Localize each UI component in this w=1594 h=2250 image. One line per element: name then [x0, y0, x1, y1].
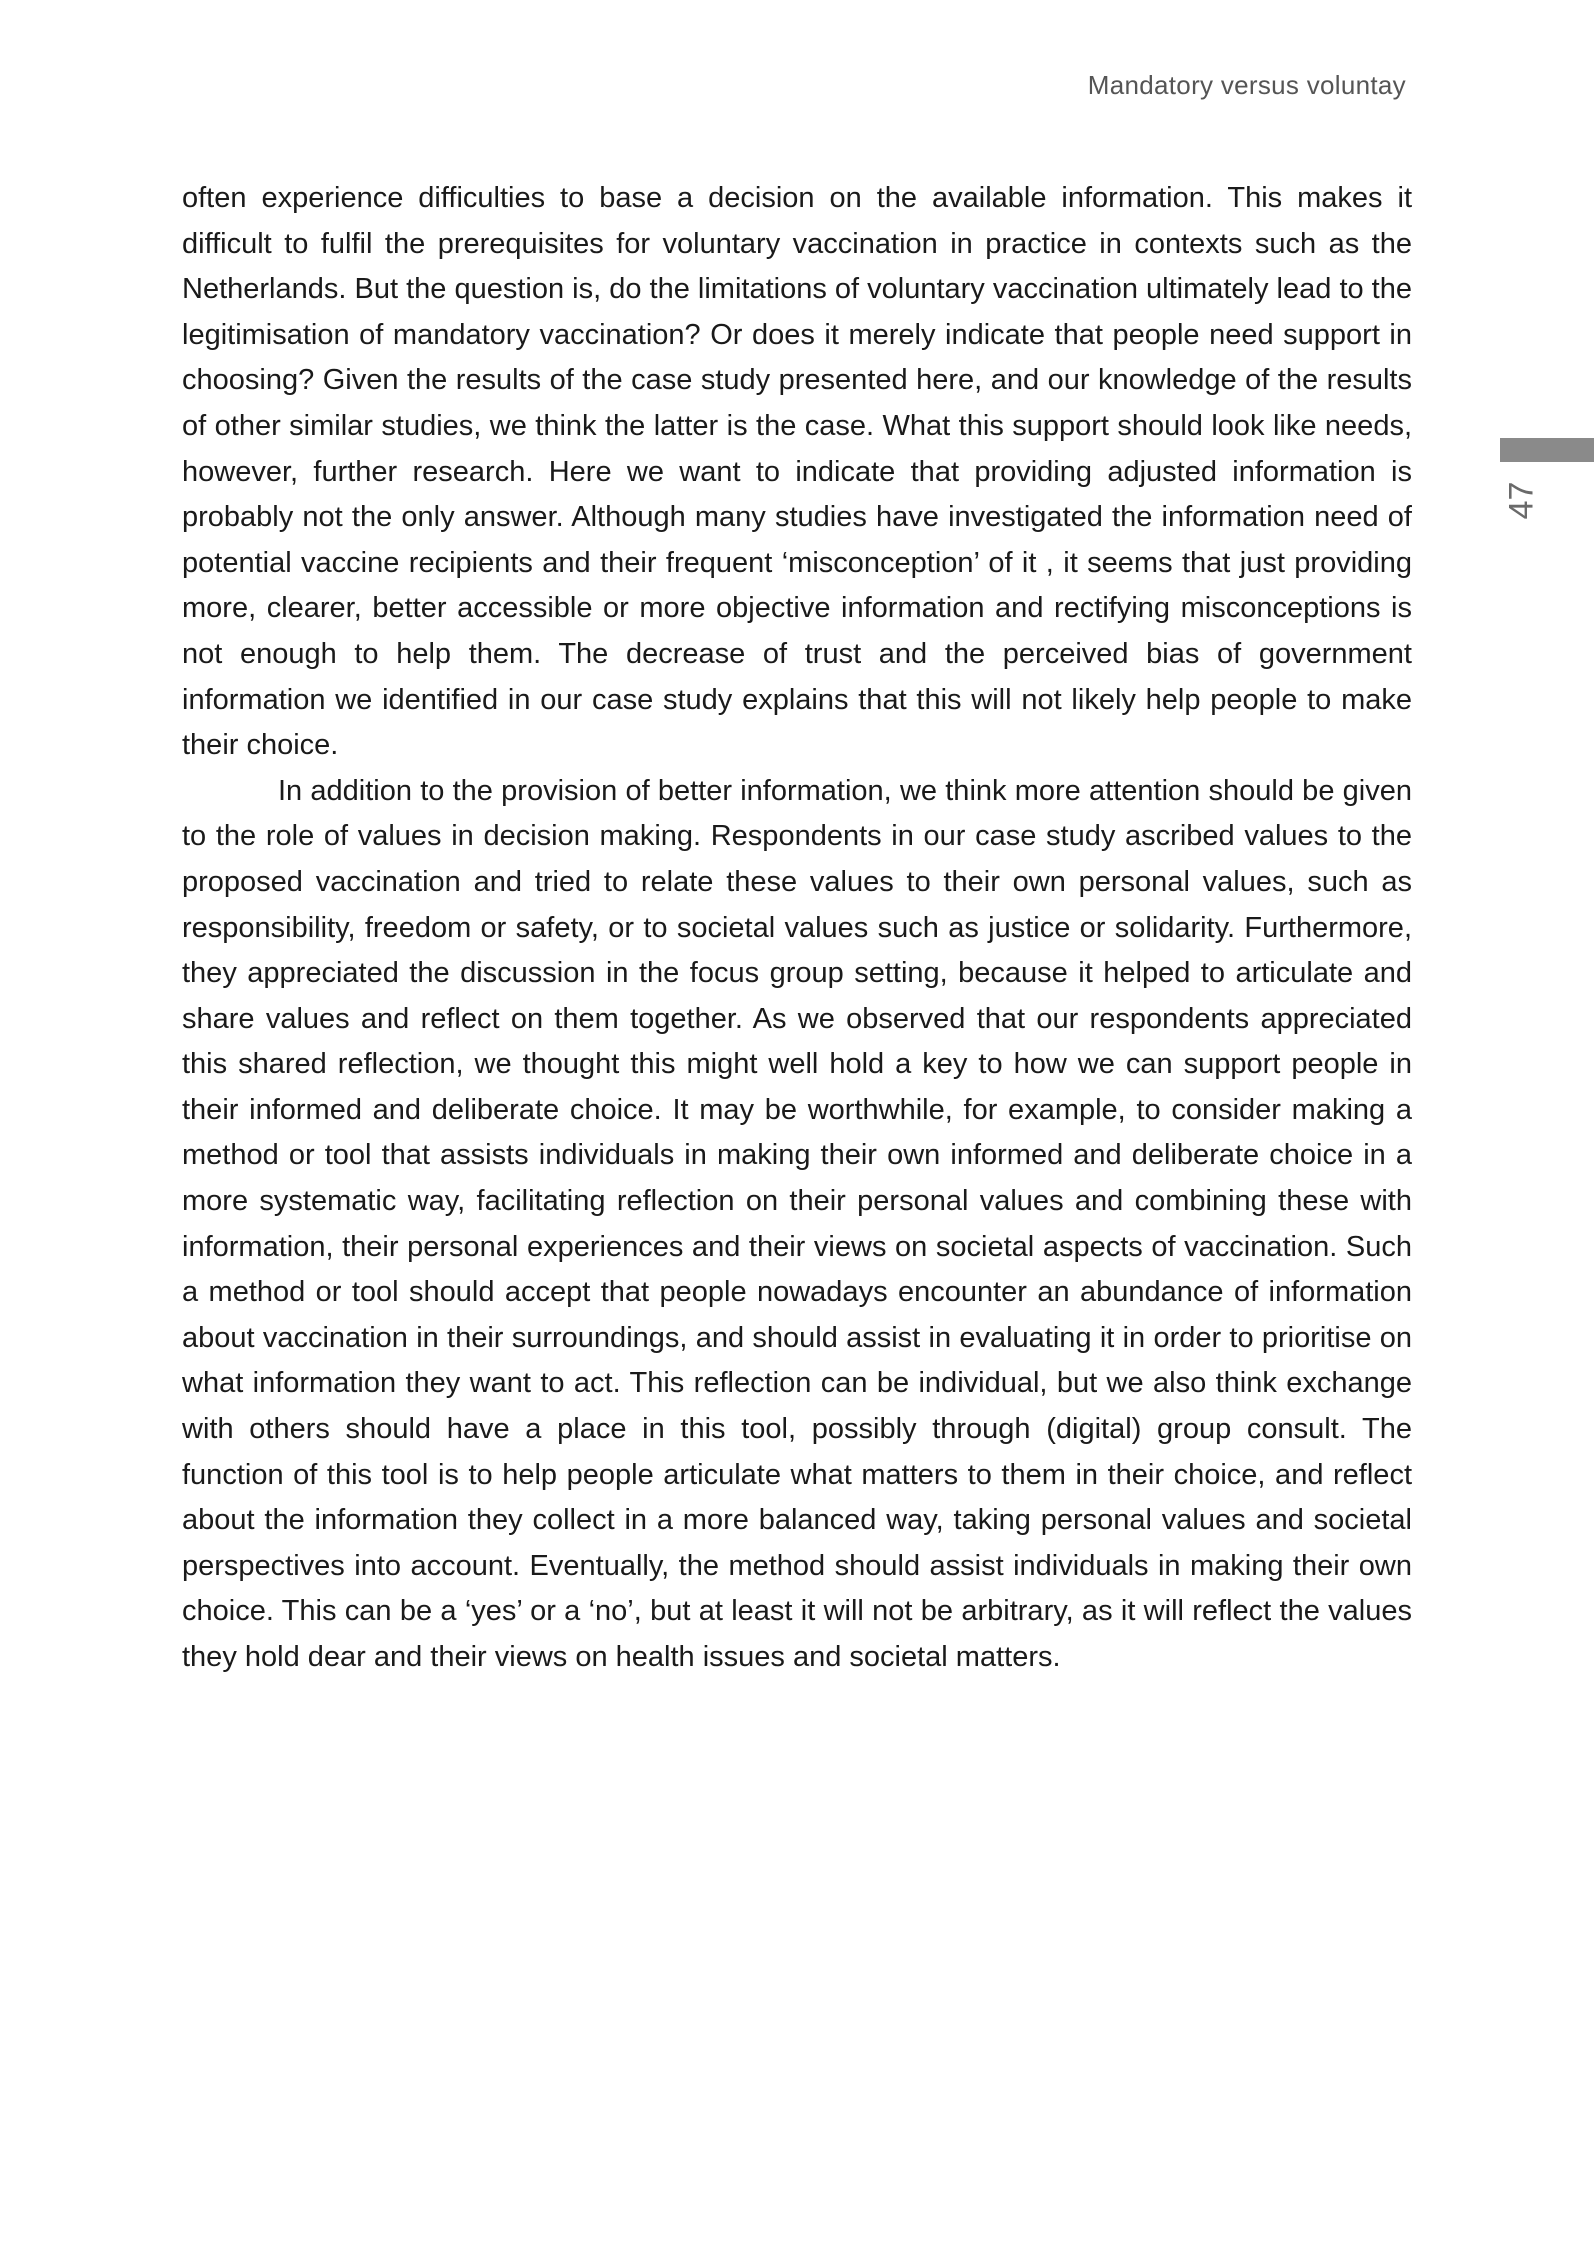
- page-number: [1500, 470, 1544, 530]
- body-text: [182, 176, 1412, 1681]
- paragraph-values-in-decision-making: In addition to the provision of better information, we think more attention should be given to the role of values in decision making. Respondents in our case study ascribed values to the proposed vaccination and tried to relate these values to their own personal values, such as responsibility, freedom or safety, or to societal values such as justice or solidarity. Furthermore, they appreciated the discussion in the focus group setting, because it helped to articulate and share values and reflect on them together. As we observed that our respondents appreciated this shared reflection, we thought this might well hold a key to how we can support people in their informed and deliberate choice. It may be worthwhile, for example, to consider making a method or tool that assists individuals in making their own informed and deliberate choice in a more systematic way, facilitating reflection on their personal values and combining these with information, their personal experiences and their views on societal aspects of vaccination. Such a method or tool should accept that people nowadays encounter an abundance of information about vaccination in their surroundings, and should assist in evaluating it in order to prioritise on what information they want to act. This reflection can be individual, but we also think exchange with others should have a place in this tool, possibly through (digital) group consult. The function of this tool is to help people articulate what matters to them in their choice, and reflect about the information they collect in a more balanced way, taking personal values and societal perspectives into account. Eventually, the method should assist individuals in making their own choice. This can be a ‘yes’ or a ‘no’, but at least it will not be arbitrary, as it will reflect the values they hold dear and their views on health issues and societal matters.: [182, 774, 1412, 1673]
- page-number-label: 47: [1502, 481, 1541, 519]
- paragraph-continuation: often experience difficulties to base a decision on the available information. This makes it difficult to fulfil the prerequisites for voluntary vaccination in practice in contexts such as the Netherlands. But the question is, do the limitations of voluntary vaccination ultimately lead to the legitimisation of mandatory vaccination? Or does it merely indicate that people need support in choosing? Given the results of the case study presented here, and our knowledge of the results of other similar studies, we think the latter is the case. What this support should look like needs, however, further research. Here we want to indicate that providing adjusted information is probably not the only answer. Although many studies have investigated the information need of potential vaccine recipients and their frequent ‘misconception’ of it , it seems that just providing more, clearer, better accessible or more objective information and rectifying misconceptions is not enough to help them. The decrease of trust and the perceived bias of government information we identified in our case study explains that this will not likely help people to make their choice.: [182, 182, 1412, 762]
- page-thumb-tab: [1504, 438, 1594, 462]
- running-header-title: Mandatory versus voluntay: [1087, 70, 1406, 100]
